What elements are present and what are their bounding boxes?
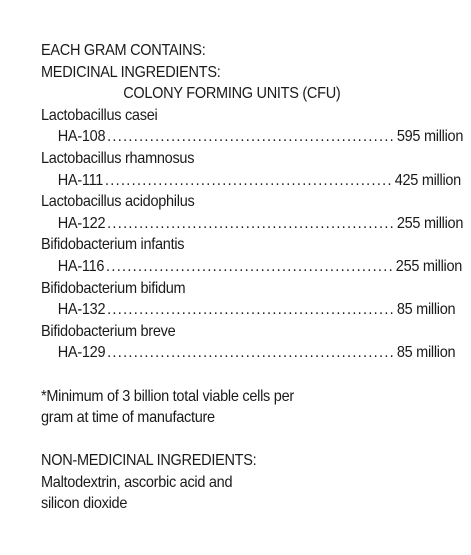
spacer: [41, 364, 348, 386]
non-medicinal-heading: NON-MEDICINAL INGREDIENTS:: [41, 452, 257, 470]
ingredient-item: [41, 148, 461, 191]
cfu-amount: 85 million: [396, 301, 456, 319]
dot-leader: ......................................................: [106, 257, 394, 275]
ingredient-item: [41, 278, 456, 321]
ingredient-strain-row: [41, 299, 456, 321]
strain-code: HA-116: [57, 257, 105, 275]
ingredient-name: Lactobacillus acidophilus: [41, 193, 195, 211]
each-gram-heading: EACH GRAM CONTAINS:: [41, 42, 206, 59]
ingredient-strain-row: [41, 256, 463, 278]
strain-code: HA-132: [57, 301, 106, 319]
strain-code: HA-111: [57, 171, 104, 189]
dot-leader: ......................................................: [107, 128, 395, 146]
ingredient-name: Bifidobacterium bifidum: [41, 279, 186, 297]
ingredient-strain-row: [41, 342, 456, 364]
cfu-amount: 255 million: [395, 257, 463, 275]
ingredient-name: Bifidobacterium breve: [41, 322, 176, 340]
supplement-facts-label: [41, 40, 464, 515]
ingredient-item: [41, 105, 464, 148]
ingredient-name: Bifidobacterium infantis: [41, 236, 185, 254]
ingredient-item: [41, 191, 464, 234]
ingredient-strain-row: [41, 213, 464, 235]
cfu-amount: 255 million: [396, 214, 464, 232]
non-medicinal-ingredients-line: Maltodextrin, ascorbic acid and: [41, 473, 233, 491]
spacer: [41, 429, 348, 451]
cfu-amount: 85 million: [396, 344, 456, 362]
dot-leader: ......................................................: [107, 214, 395, 232]
strain-code: HA-108: [57, 128, 106, 146]
cfu-amount: 425 million: [394, 171, 461, 189]
cfu-column-heading: COLONY FORMING UNITS (CFU): [123, 85, 341, 103]
dot-leader: ......................................................: [107, 301, 395, 319]
ingredient-strain-row: [41, 126, 464, 148]
medicinal-ingredients-heading: MEDICINAL INGREDIENTS:: [41, 63, 221, 81]
strain-code: HA-122: [57, 214, 106, 232]
ingredient-name: Lactobacillus rhamnosus: [41, 149, 195, 167]
cfu-amount: 595 million: [396, 128, 464, 146]
ingredient-item: [41, 321, 456, 364]
ingredient-strain-row: [41, 170, 461, 192]
footnote-line: gram at time of manufacture: [41, 409, 215, 427]
footnote-line: *Minimum of 3 billion total viable cells per: [41, 387, 294, 405]
dot-leader: ......................................................: [107, 344, 395, 362]
strain-code: HA-129: [57, 344, 106, 362]
ingredient-item: [41, 234, 463, 277]
non-medicinal-ingredients-line: silicon dioxide: [41, 495, 128, 513]
ingredient-name: Lactobacillus casei: [41, 106, 158, 124]
dot-leader: ......................................................: [104, 171, 393, 189]
